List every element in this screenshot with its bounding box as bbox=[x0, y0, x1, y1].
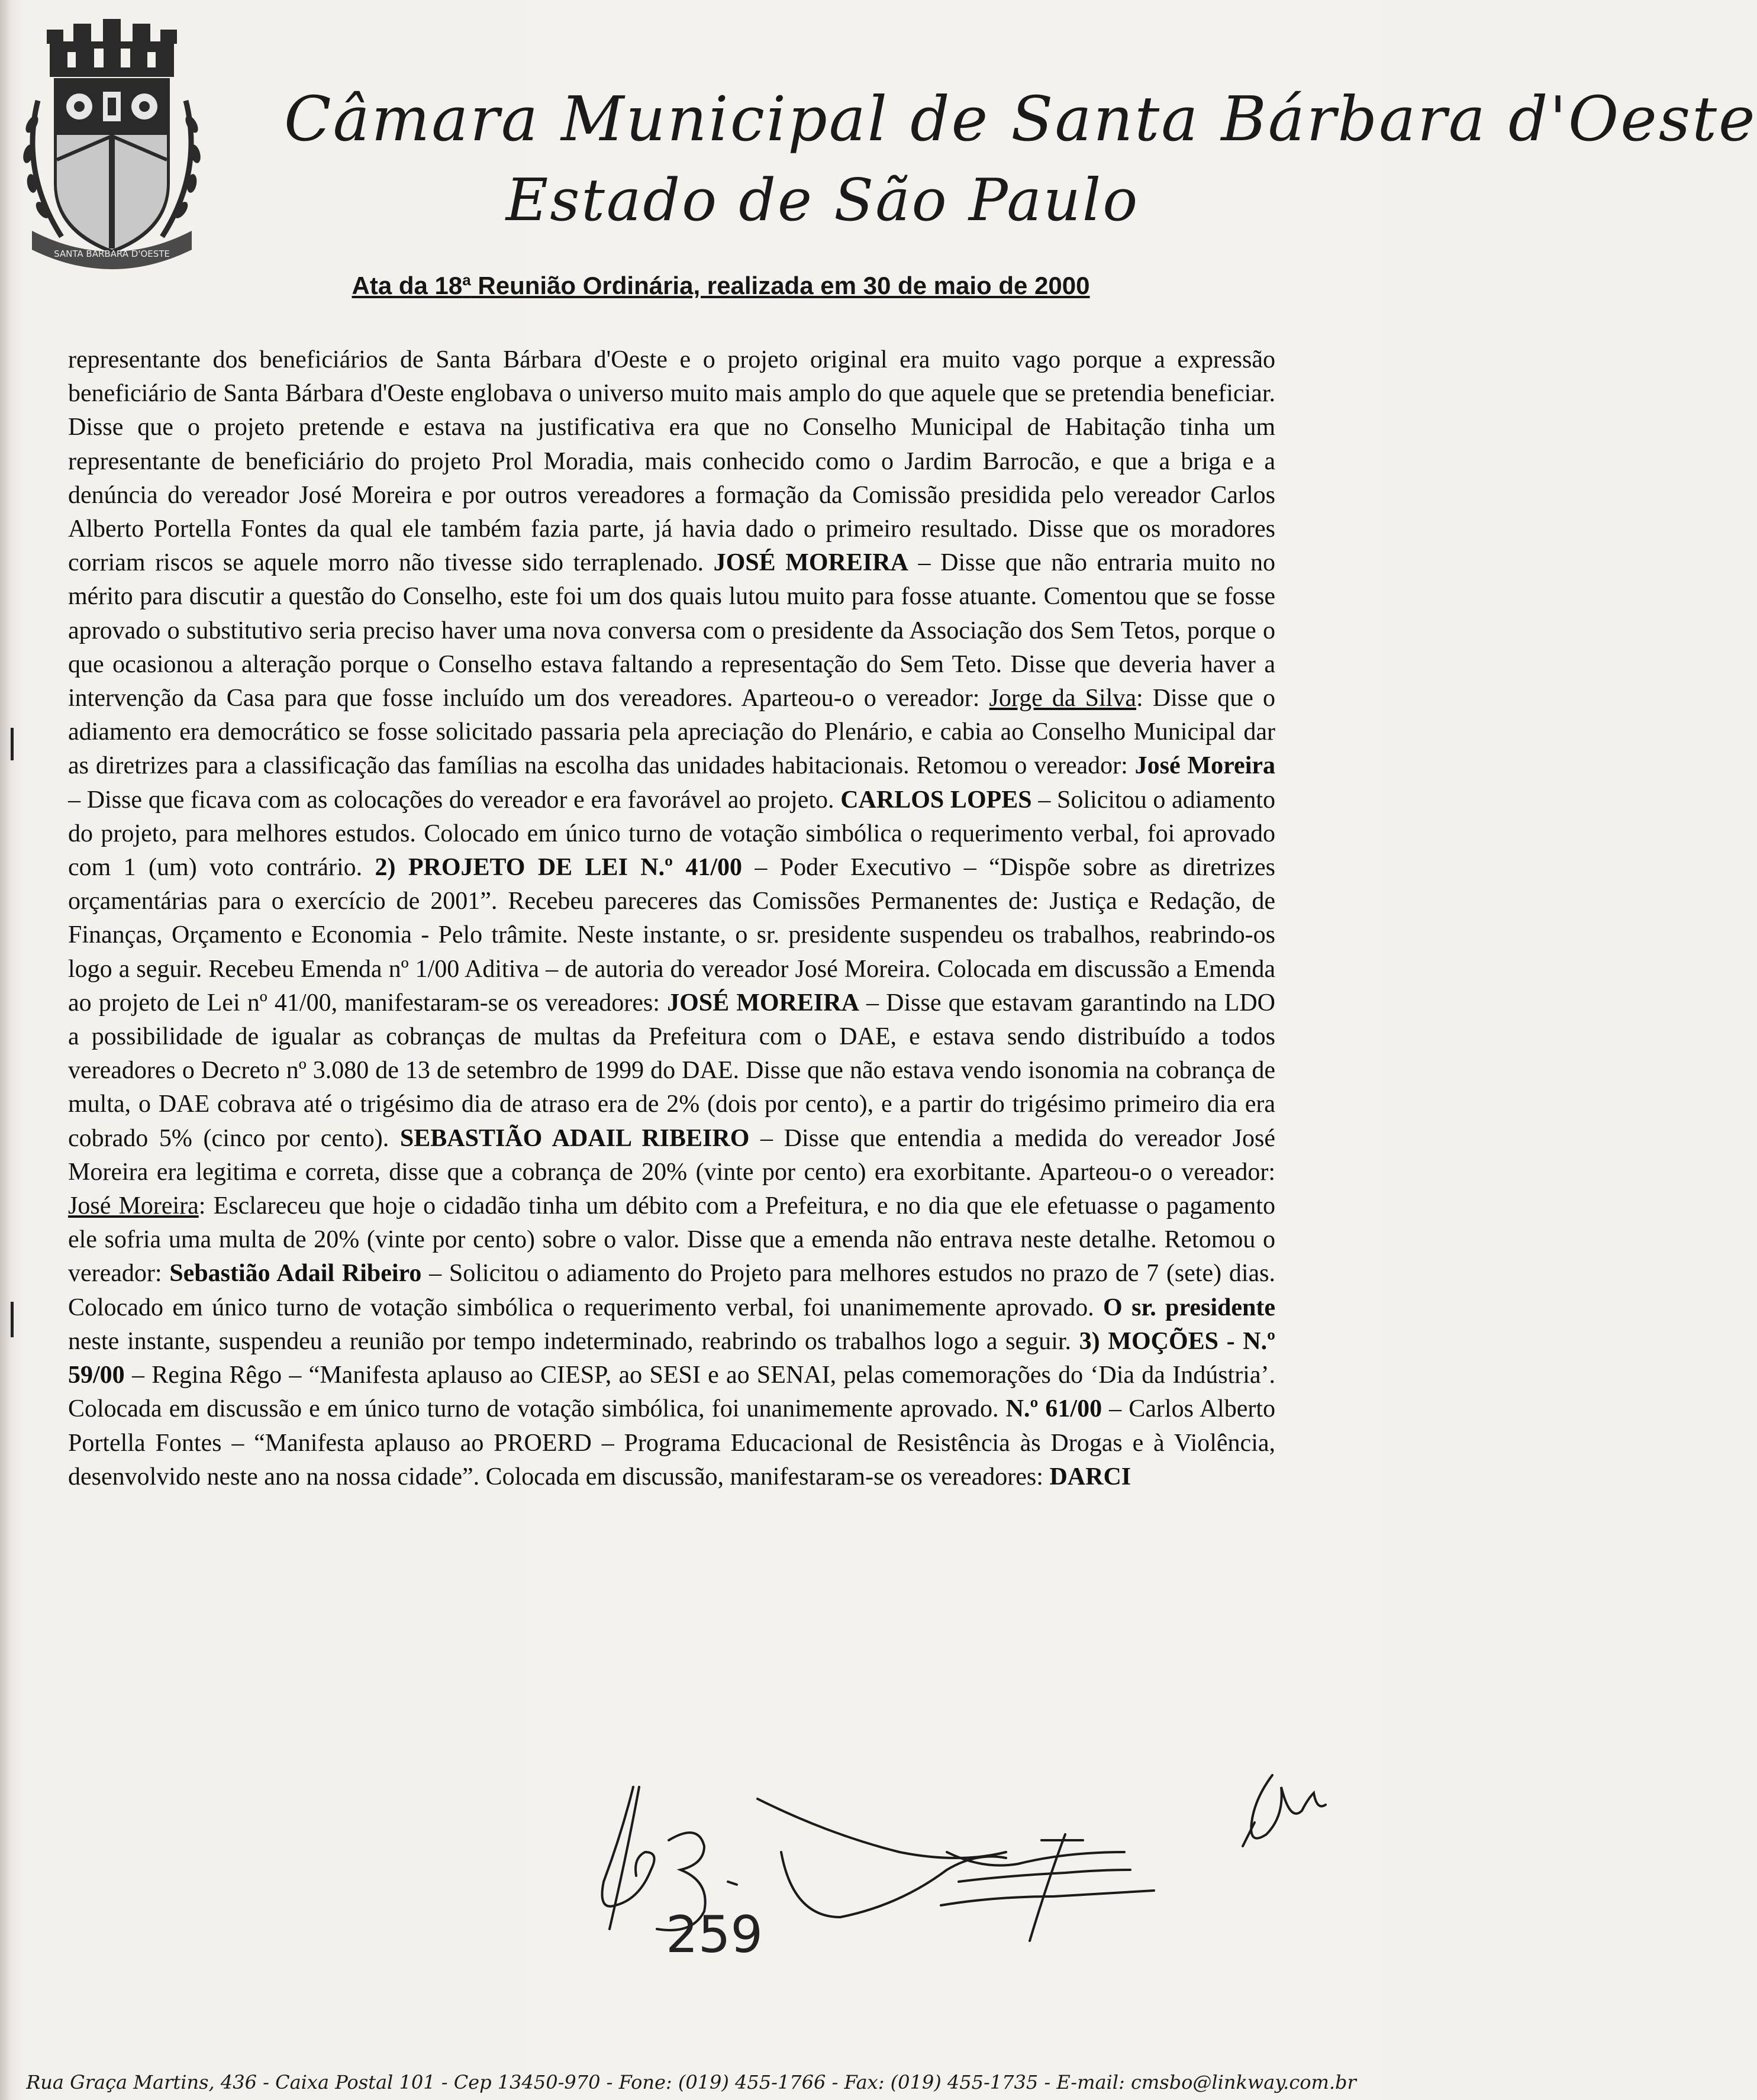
bold-text-run: JOSÉ MOREIRA bbox=[667, 989, 859, 1017]
bold-text-run: N.º 61/00 bbox=[1005, 1395, 1102, 1423]
text-run: – Disse que não entraria muito no mérito para discutir a questão do Conselho, este foi um dos quais lutou muito para fosse atuante. Comentou que se fosse aprovado o substitutivo seria preciso haver uma nova conversa com o presidente da Associação dos Sem Tetos, porque o que ocasionou a alteração porque o Conselho estava faltando a representação do Sem Teto. Disse que deveria haver a intervenção da Casa para que fosse incluído um dos vereadores. Aparteou-o o vereador: bbox=[68, 549, 1275, 712]
text-run: : Esclareceu que hoje o cidadão tinha um débito com a Prefeitura, e no dia que ele efetuasse o pagamento ele sofria uma multa de 20% (vinte por cento) sobre o valor. Disse que a emenda não entrava neste detalhe. Retomou o vereador: bbox=[68, 1192, 1275, 1288]
bold-text-run: 2) PROJETO DE LEI N.º 41/00 bbox=[375, 854, 742, 882]
text-run: – Regina Rêgo – “Manifesta aplauso ao CIESP, ao SESI e ao SENAI, pelas comemorações do ‘Dia da Indústria’. Colocada em discussão e em único turno de votação simbólica, foi unanimemente aprovado. bbox=[68, 1362, 1275, 1423]
municipal-crest-logo bbox=[14, 18, 209, 272]
document-heading: Ata da 18$^a$ Reunião Ordinária, realizada em 30 de maio de 2000 bbox=[352, 271, 1090, 299]
document-body bbox=[68, 343, 1275, 1494]
page-number: 259 bbox=[666, 1905, 763, 1964]
bold-text-run: CARLOS LOPES bbox=[840, 786, 1032, 814]
bold-text-run: JOSÉ MOREIRA bbox=[713, 549, 908, 577]
handwritten-signatures bbox=[533, 1763, 1361, 2000]
text-run: : Disse que o adiamento era democrático se fosse solicitado passaria pela apreciação do Plenário, e cabia ao Conselho Municipal dar as diretrizes para a classificação das famílias na escolha das unidades habitacionais. Retomou o vereador: bbox=[68, 685, 1275, 780]
bold-text-run: 3) MOÇÕES - N.º 59/00 bbox=[68, 1327, 1275, 1389]
text-run: – Disse que entendia a medida do vereador José Moreira era legitima e correta, disse que a cobrança de 20% (vinte por cento) era exorbitante. Aparteou-o o vereador: bbox=[68, 1124, 1276, 1186]
underlined-name: Jorge da Silva bbox=[989, 685, 1136, 712]
bold-text-run: Sebastião Adail Ribeiro bbox=[169, 1260, 422, 1288]
text-run: – Disse que ficava com as colocações do vereador e era favorável ao projeto. bbox=[68, 786, 841, 814]
body-paragraph bbox=[68, 343, 1275, 1494]
bold-text-run: SEBASTIÃO ADAIL RIBEIRO bbox=[399, 1124, 750, 1152]
underlined-name: José Moreira bbox=[68, 1192, 199, 1220]
text-run: representante dos beneficiários de Santa Bárbara d'Oeste e o projeto original era muito vago porque a expressão beneficiário de Santa Bárbara d'Oeste englobava o universo muito mais amplo do que aquele que se pretendia beneficiar. Disse que o projeto pretende e estava na justificativa era que no Conselho Municipal de Habitação tinha um representante de beneficiário do projeto Prol Moradia, mais conhecido como o Jardim Barrocão, e que a briga e a denúncia do vereador José Moreira e por outros vereadores a formação da Comissão presidida pelo vereador Carlos Alberto Portella Fontes da qual ele também fazia parte, já havia dado o primeiro resultado. Disse que os moradores corriam riscos se aquele morro não tivesse sido terraplenado. bbox=[68, 346, 1275, 577]
bold-text-run: DARCI bbox=[1049, 1463, 1131, 1491]
header-subtitle: Estado de São Paulo bbox=[505, 167, 1140, 234]
footer-address: Rua Graça Martins, 436 - Caixa Postal 101 - Cep 13450-970 - Fone: (019) 455-1766 - Fax: (019) 455-1735 - E-mail: cmsbo@linkway.com.br bbox=[26, 2071, 1356, 2093]
margin-mark bbox=[11, 1302, 14, 1337]
text-run: neste instante, suspendeu a reunião por tempo indeterminado, reabrindo os trabalhos logo a seguir. bbox=[68, 1327, 1079, 1355]
text-run: – Disse que estavam garantindo na LDO a possibilidade de igualar as cobranças de multas da Prefeitura com o DAE, e estava sendo distribuído a todos vereadores o Decreto nº 3.080 de 13 de setembro de 1999 do DAE. Disse que não estava vendo isonomia na cobrança de multa, o DAE cobrava até o trigésimo dia de atraso era de 2% (dois por cento), e a partir do trigésimo primeiro dia era cobrado 5% (cinco por cento). bbox=[68, 989, 1275, 1152]
text-run: – Carlos Alberto Portella Fontes – “Manifesta aplauso ao PROERD – Programa Educacional de Resistência às Drogas e à Violência, desenvolvido neste ano na nossa cidade”. Colocada em discussão, manifestaram-se os vereadores: bbox=[68, 1395, 1275, 1491]
svg-text:SANTA BÁRBARA D'OESTE: SANTA BÁRBARA D'OESTE bbox=[54, 249, 170, 259]
header-title: Câmara Municipal de Santa Bárbara d'Oeste bbox=[284, 83, 1757, 155]
text-run: – Solicitou o adiamento do Projeto para melhores estudos no prazo de 7 (sete) dias. Colocado em único turno de votação simbólica o requerimento verbal, foi unanimemente aprovado. bbox=[68, 1260, 1275, 1321]
text-run: – Poder Executivo – “Dispõe sobre as diretrizes orçamentárias para o exercício de 2001”. Recebeu pareceres das Comissões Permanentes de: Justiça e Redação, de Finanças, Orçamento e Economia - Pelo trâmite. Neste instante, o sr. presidente suspendeu os trabalhos, reabrindo-os logo a seguir. Recebeu Emenda nº 1/00 Aditiva – de autoria do vereador José Moreira. Colocada em discussão a Emenda ao projeto de Lei nº 41/00, manifestaram-se os vereadores: bbox=[68, 854, 1275, 1017]
bold-text-run: José Moreira bbox=[1134, 752, 1275, 780]
bold-text-run: O sr. presidente bbox=[1103, 1293, 1276, 1321]
margin-mark bbox=[11, 728, 14, 760]
text-run: – Solicitou o adiamento do projeto, para melhores estudos. Colocado em único turno de votação simbólica o requerimento verbal, foi aprovado com 1 (um) voto contrário. bbox=[68, 786, 1276, 882]
